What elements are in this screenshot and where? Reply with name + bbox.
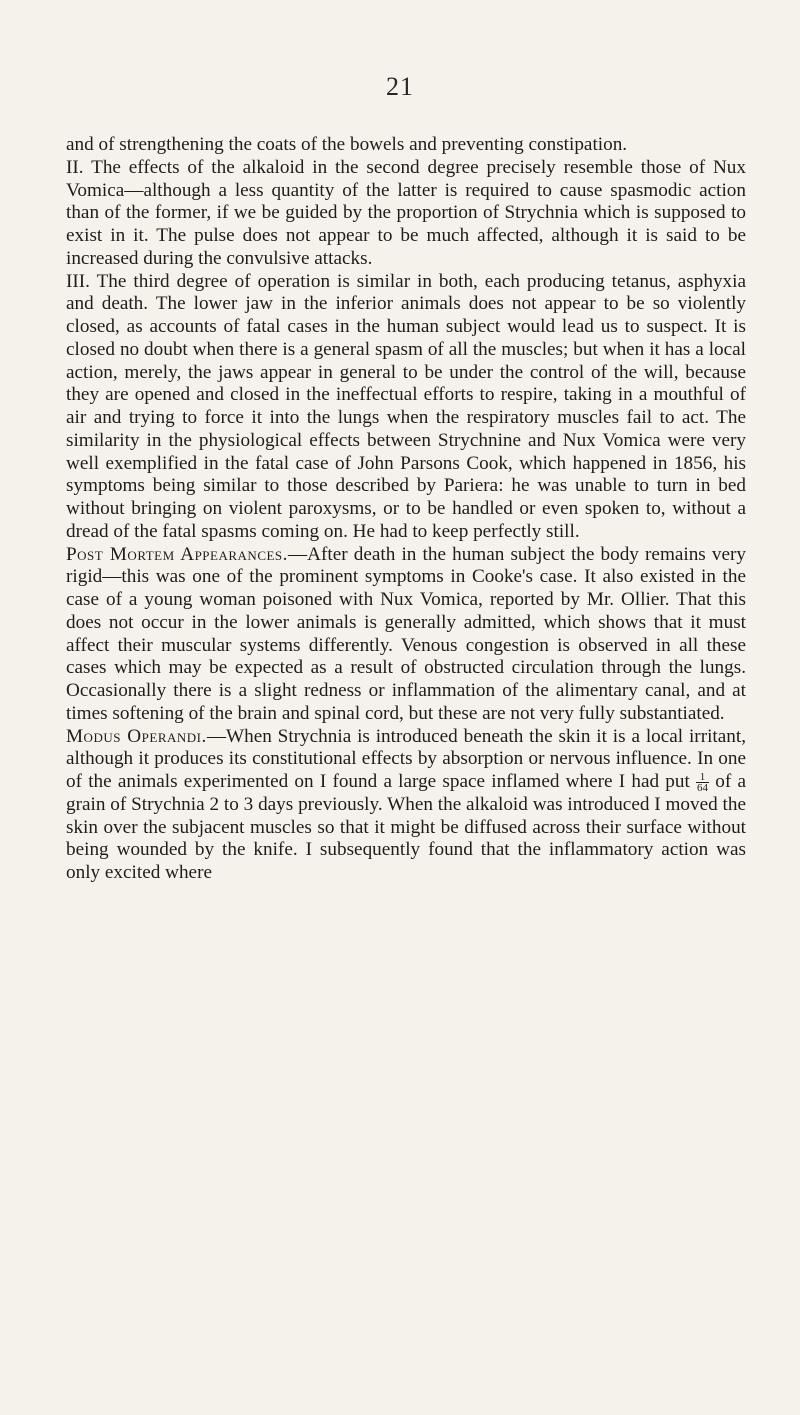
modus-operandi-text-b: of a grain of Strychnia 2 to 3 days previously. When the alkaloid was introduced I moved the skin over the subjacent muscles so that it might be diffused across their surface without being wounded by the knife. I subsequently found that the inflammatory action was only excited where — [66, 771, 746, 883]
fraction-denominator: 64 — [697, 782, 709, 795]
paragraph-continuation: and of strengthening the coats of the bowels and preventing constipation. — [66, 134, 628, 155]
paragraph-post-mortem — [66, 544, 746, 726]
paragraph-modus-operandi — [66, 726, 746, 885]
post-mortem-text: —After death in the human subject the body remains very rigid—this was one of the prominent symptoms in Cooke's case. It also existed in the case of a young woman poisoned with Nux Vomica, reported by Mr. Ollier. That this does not occur in the lower animals is generally admitted, which shows that it must affect their muscular systems differently. Venous congestion is observed in all these cases which may be expected as a result of obstructed circulation through the lungs. Occasionally there is a slight redness or inflammation of the alimentary canal, and at times softening of the brain and spinal cord, but these are not very fully substantiated. — [66, 543, 747, 724]
fraction-numerator: 1 — [696, 772, 709, 783]
modus-operandi-text-a: —When Strychnia is introduced beneath the skin it is a local irritant, although it produces its constitutional effects by absorption or nervous influence. In one of the animals experimented on I found a large space inflamed where I had put — [66, 725, 746, 792]
body-text — [66, 134, 746, 885]
fraction — [696, 772, 709, 793]
paragraph-second-degree: II. The effects of the alkaloid in the second degree precisely resemble those of Nux Vomica—although a less quantity of the latter is required to cause spasmodic action than of the former, if we be guided by the proportion of Strychnia which is supposed to exist in it. The pulse does not appear to be much affected, although it is said to be increased during the convulsive attacks. — [66, 156, 746, 269]
modus-operandi-heading: Modus Operandi. — [66, 725, 207, 747]
page-number: 21 — [386, 72, 414, 101]
paragraph-third-degree: III. The third degree of operation is similar in both, each producing tetanus, asphyxia and death. The lower jaw in the inferior animals does not appear to be so violently closed, as accounts of fatal cases in the human subject would lead us to suspect. It is closed no doubt when there is a general spasm of all the muscles; but when it has a local action, merely, the jaws appear in general to be under the control of the will, because they are opened and closed in the ineffectual efforts to respire, taking in a mouthful of air and trying to force it into the lungs when the respiratory muscles fail to act. The similarity in the physiological effects between Strychnine and Nux Vomica were very well exemplified in the fatal case of John Parsons Cook, which happened in 1856, his symptoms being similar to those described by Pariera: he was unable to turn in bed without bringing on violent paroxysms, or to be handled or even spoken to, without a dread of the fatal spasms coming on. He had to keep perfectly still. — [66, 270, 746, 542]
post-mortem-heading: Post Mortem Appearances. — [66, 543, 288, 565]
